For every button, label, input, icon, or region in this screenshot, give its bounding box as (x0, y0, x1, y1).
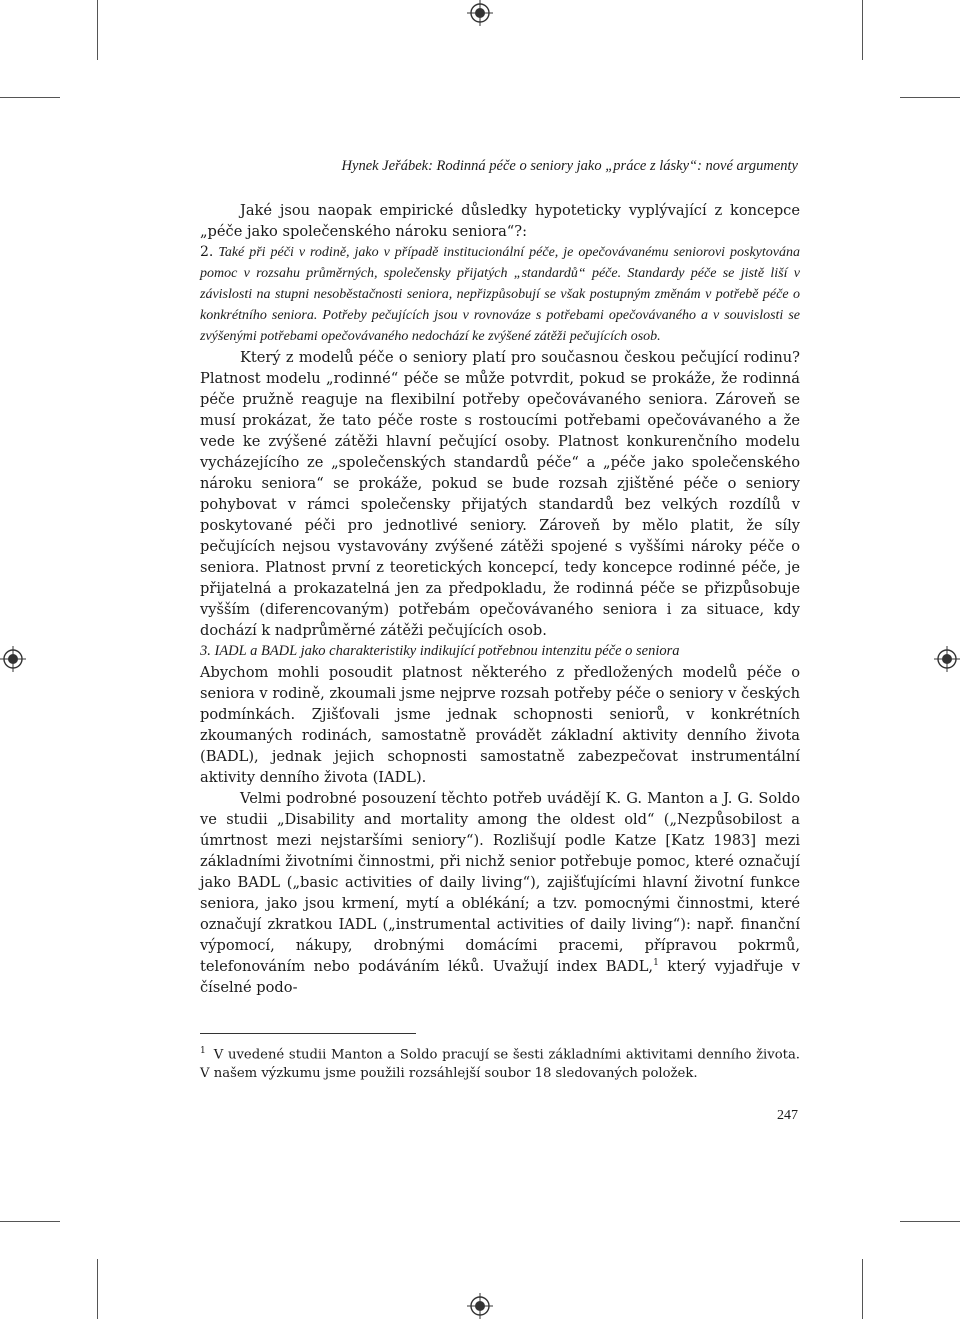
section-heading: 3. IADL a BADL jako charakteristiky indikující potřebnou intenzitu péče o seniora (200, 643, 680, 659)
footnote-rule (200, 1033, 416, 1034)
crop-mark-right-bottom (900, 1221, 960, 1222)
registration-crosshair-icon (467, 0, 493, 26)
section-paragraph-2-continuation: který vyjadřuje v číselné podo- (200, 958, 801, 996)
crop-mark-bottom-right (862, 1259, 863, 1319)
crop-mark-left-top (0, 97, 60, 98)
hypothesis-list (200, 242, 800, 347)
crop-mark-left-bottom (0, 1221, 60, 1222)
intro-question: Jaké jsou naopak empirické důsledky hypoteticky vyplývající z koncepce „péče jako společenského nároku seniora“?: (200, 202, 800, 240)
page-number: 247 (777, 1108, 798, 1123)
section-paragraph-2-text: Velmi podrobné posouzení těchto potřeb uvádějí K. G. Manton a J. G. Soldo ve studii „Disability and mortality among the oldest old“ („Nezpůsobilost a úmrtnost mezi nejstaršími seniory“). Rozlišují podle Katze [Katz 1983] mezi základními životními činnostmi, při nichž senior potřebuje pomoc, které označují jako BADL („basic activities of daily living“), zajišťujícími hlavní životní funkce seniora, jako jsou krmení, mytí a oblékání; a tzv. pomocnými činnostmi, které označují zkratkou IADL („instrumental activities of daily living“): např. finanční výpomocí, nákupy, drobnými domácími pracemi, přípravou pokrmů, telefonováním nebo podáváním léků. Uvažují index BADL, (200, 790, 800, 975)
list-item-text: Také při péči v rodině, jako v případě institucionální péče, je opečovávanému seniorovi poskytována pomoc v rozsahu průměrných, společensky přijatých „standardů“ péče. Standardy péče se jistě liší v závislosti na stupni nesoběstačnosti seniora, nepřizpůsobují se však postupným změnám v potřebě péče o konkrétního seniora. Potřeby pečujících jsou v rovnováze s potřebami opečovávaného a v souvislosti se zvýšenými potřebami opečovávaného nedochází ke zvýšené zátěži pečujících osob. (200, 245, 800, 344)
crop-mark-top-right (862, 0, 863, 60)
footnote-reference[interactable]: 1 (653, 958, 659, 969)
registration-crosshair-icon (467, 1293, 493, 1319)
section-paragraph: Abychom mohli posoudit platnost některého z předložených modelů péče o seniora v rodině, zkoumali jsme nejprve rozsah potřeby péče o seniory v českých podmínkách. Zjišťovali jsme jednak schopnosti seniorů, v konkrétních zkoumaných rodinách, samostatně provádět základní aktivity denního života (BADL), jednak jejich schopnosti samostatně zabezpečovat instrumentální aktivity denního života (IADL). (200, 664, 800, 786)
main-content (200, 200, 800, 998)
body-paragraph: Který z modelů péče o seniory platí pro současnou českou pečující rodinu? Platnost modelu „rodinné“ péče se může potvrdit, pokud se prokáže, že rodinná péče pružně reaguje na flexibilní potřeby opečovávaného seniora. Zároveň se musí prokázat, že tato péče roste s rostoucími potřebami opečovávaného a že vede ke zvýšené zátěži hlavní pečující osoby. Platnost konkurenčního modelu vycházejícího ze „společenských standardů péče“ a „péče jako společenského nároku seniora“ se prokáže, pokud se bude rozsah zjištěné péče o seniory pohybovat v rámci společensky přijatých standardů bez velkých rozdílů v poskytované péči pro jednotlivé seniory. Zároveň by mělo platit, že síly pečujících nejsou vystavovány zvýšené zátěži spojené s vyššími nároky péče o seniora. Platnost první z teoretických koncepcí, tedy koncepce rodinné péče, je přijatelná a prokazatelná jen za předpokladu, že rodinná péče se přizpůsobuje vyšším (diferencovaným) potřebám opečovávaného seniora i za situace, kdy dochází k nadprůměrné zátěži pečujících osob. (200, 349, 800, 639)
registration-crosshair-icon (0, 646, 26, 672)
footnote-text: V uvedené studii Manton a Soldo pracují se šesti základními aktivitami denního života. V našem výzkumu jsme použili rozsáhlejší soubor 18 sledovaných položek. (200, 1047, 800, 1082)
footnote-number: 1 (200, 1046, 206, 1056)
section-paragraph-2 (200, 788, 800, 998)
crop-mark-top-left (97, 0, 98, 60)
registration-crosshair-icon (934, 646, 960, 672)
list-item-number: 2. (200, 244, 214, 260)
crop-mark-bottom-left (97, 1259, 98, 1319)
footnote (200, 1042, 800, 1083)
crop-mark-right-top (900, 97, 960, 98)
running-header: Hynek Jeřábek: Rodinná péče o seniory jako „práce z lásky“: nové argumenty (341, 158, 798, 174)
list-item (200, 242, 800, 347)
